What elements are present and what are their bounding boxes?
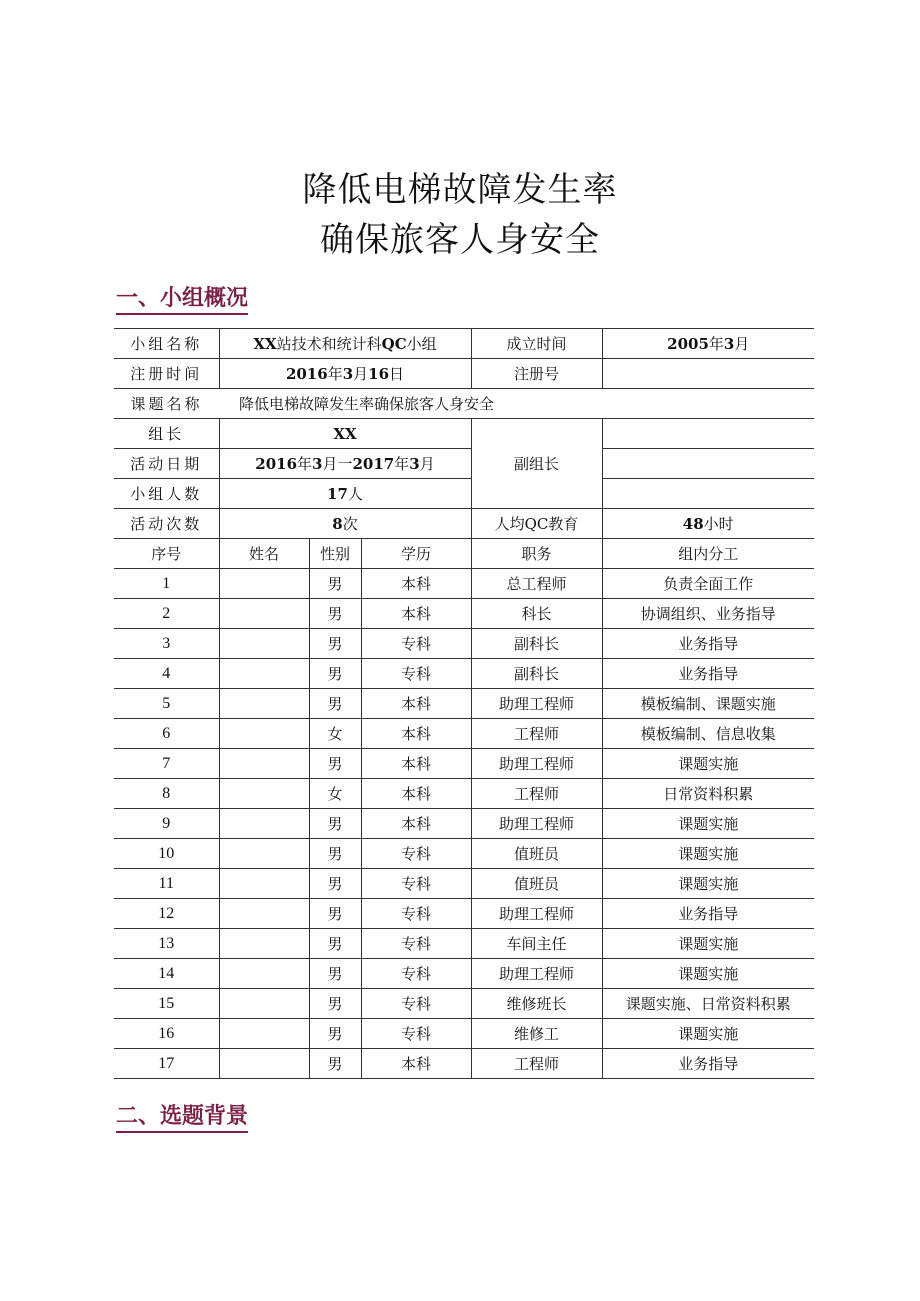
member-no: 8 [114, 779, 219, 809]
table-row [114, 419, 814, 449]
member-gender: 女 [309, 779, 361, 809]
table-row [114, 569, 814, 599]
leader-value: XX [219, 419, 471, 449]
section-heading-group-overview: 一、小组概况 [116, 284, 248, 315]
member-no: 6 [114, 719, 219, 749]
member-duty: 课题实施 [602, 869, 814, 899]
table-row [114, 599, 814, 629]
member-name [219, 629, 309, 659]
member-no: 1 [114, 569, 219, 599]
member-gender: 男 [309, 629, 361, 659]
member-gender: 男 [309, 1049, 361, 1079]
member-name [219, 779, 309, 809]
member-no: 9 [114, 809, 219, 839]
member-education: 本科 [361, 599, 471, 629]
member-name [219, 599, 309, 629]
table-row [114, 659, 814, 689]
table-row [114, 629, 814, 659]
member-education: 专科 [361, 1019, 471, 1049]
activity-date-label: 活动日期 [114, 449, 219, 479]
member-post: 值班员 [471, 869, 602, 899]
member-gender: 男 [309, 869, 361, 899]
table-row [114, 689, 814, 719]
member-gender: 男 [309, 569, 361, 599]
member-duty: 课题实施 [602, 749, 814, 779]
table-row [114, 449, 814, 479]
table-row [114, 869, 814, 899]
document-title-line-2: 确保旅客人身安全 [320, 220, 600, 260]
vice-leader-value-1 [602, 419, 814, 449]
activity-date-value: 2016年3月一2017年3月 [219, 449, 471, 479]
table-row [114, 929, 814, 959]
member-post: 工程师 [471, 719, 602, 749]
register-no-value [602, 359, 814, 389]
register-time-value: 2016年3月16日 [219, 359, 471, 389]
member-header-row [114, 539, 814, 569]
member-duty: 课题实施 [602, 1019, 814, 1049]
member-no: 3 [114, 629, 219, 659]
founded-label: 成立时间 [471, 329, 602, 359]
group-name-value: XX站技术和统计科QC小组 [219, 329, 471, 359]
member-gender: 男 [309, 689, 361, 719]
member-no: 17 [114, 1049, 219, 1079]
member-duty: 业务指导 [602, 659, 814, 689]
member-education: 本科 [361, 569, 471, 599]
header-gender: 性别 [309, 539, 361, 569]
activity-times-label: 活动次数 [114, 509, 219, 539]
member-post: 助理工程师 [471, 749, 602, 779]
member-gender: 男 [309, 839, 361, 869]
member-education: 专科 [361, 629, 471, 659]
table-row [114, 809, 814, 839]
member-education: 专科 [361, 959, 471, 989]
member-post: 维修班长 [471, 989, 602, 1019]
topic-value: 降低电梯故障发生率确保旅客人身安全 [219, 389, 814, 419]
member-count-value: 17人 [219, 479, 471, 509]
member-post: 助理工程师 [471, 809, 602, 839]
table-row [114, 959, 814, 989]
member-education: 专科 [361, 899, 471, 929]
table-row [114, 359, 814, 389]
member-post: 工程师 [471, 1049, 602, 1079]
member-gender: 男 [309, 929, 361, 959]
qc-education-label: 人均QC教育 [471, 509, 602, 539]
member-name [219, 689, 309, 719]
register-no-label: 注册号 [471, 359, 602, 389]
member-duty: 业务指导 [602, 1049, 814, 1079]
member-education: 专科 [361, 989, 471, 1019]
member-count-label: 小组人数 [114, 479, 219, 509]
member-name [219, 749, 309, 779]
member-no: 2 [114, 599, 219, 629]
table-row [114, 989, 814, 1019]
member-post: 助理工程师 [471, 899, 602, 929]
member-gender: 男 [309, 959, 361, 989]
topic-label: 课题名称 [114, 389, 219, 419]
table-row [114, 509, 814, 539]
member-duty: 业务指导 [602, 899, 814, 929]
member-name [219, 839, 309, 869]
member-education: 本科 [361, 719, 471, 749]
member-gender: 男 [309, 599, 361, 629]
register-time-label: 注册时间 [114, 359, 219, 389]
member-duty: 模板编制、课题实施 [602, 689, 814, 719]
table-row [114, 779, 814, 809]
table-row [114, 329, 814, 359]
member-name [219, 719, 309, 749]
member-post: 科长 [471, 599, 602, 629]
vice-leader-value-2 [602, 449, 814, 479]
table-row [114, 719, 814, 749]
group-info-table [114, 328, 814, 1079]
member-no: 4 [114, 659, 219, 689]
member-education: 专科 [361, 659, 471, 689]
leader-label: 组长 [114, 419, 219, 449]
header-education: 学历 [361, 539, 471, 569]
document-title-line-1: 降低电梯故障发生率 [302, 170, 618, 210]
member-duty: 负责全面工作 [602, 569, 814, 599]
member-name [219, 1049, 309, 1079]
vice-leader-value-3 [602, 479, 814, 509]
member-no: 14 [114, 959, 219, 989]
member-name [219, 989, 309, 1019]
member-duty: 日常资料积累 [602, 779, 814, 809]
member-post: 值班员 [471, 839, 602, 869]
member-no: 11 [114, 869, 219, 899]
member-post: 总工程师 [471, 569, 602, 599]
vice-leader-label: 副组长 [471, 419, 602, 509]
member-no: 16 [114, 1019, 219, 1049]
member-no: 15 [114, 989, 219, 1019]
member-no: 7 [114, 749, 219, 779]
member-post: 副科长 [471, 629, 602, 659]
member-post: 副科长 [471, 659, 602, 689]
member-education: 专科 [361, 929, 471, 959]
member-education: 专科 [361, 839, 471, 869]
table-row [114, 479, 814, 509]
section-heading-topic-background: 二、选题背景 [116, 1102, 248, 1133]
header-duty: 组内分工 [602, 539, 814, 569]
table-row [114, 749, 814, 779]
table-row [114, 839, 814, 869]
member-education: 本科 [361, 1049, 471, 1079]
member-post: 助理工程师 [471, 959, 602, 989]
member-name [219, 569, 309, 599]
member-education: 本科 [361, 689, 471, 719]
member-gender: 男 [309, 899, 361, 929]
table-row [114, 899, 814, 929]
qc-education-value: 48小时 [602, 509, 814, 539]
member-duty: 课题实施、日常资料积累 [602, 989, 814, 1019]
founded-value: 2005年3月 [602, 329, 814, 359]
header-post: 职务 [471, 539, 602, 569]
member-post: 车间主任 [471, 929, 602, 959]
table-row [114, 389, 814, 419]
member-gender: 女 [309, 719, 361, 749]
member-duty: 课题实施 [602, 809, 814, 839]
header-no: 序号 [114, 539, 219, 569]
member-no: 12 [114, 899, 219, 929]
member-name [219, 1019, 309, 1049]
member-post: 工程师 [471, 779, 602, 809]
member-gender: 男 [309, 1019, 361, 1049]
member-name [219, 929, 309, 959]
member-post: 维修工 [471, 1019, 602, 1049]
member-duty: 模板编制、信息收集 [602, 719, 814, 749]
member-gender: 男 [309, 989, 361, 1019]
member-education: 本科 [361, 749, 471, 779]
member-no: 5 [114, 689, 219, 719]
header-name: 姓名 [219, 539, 309, 569]
member-gender: 男 [309, 659, 361, 689]
member-no: 10 [114, 839, 219, 869]
table-row [114, 1049, 814, 1079]
member-duty: 课题实施 [602, 929, 814, 959]
member-name [219, 659, 309, 689]
member-education: 专科 [361, 869, 471, 899]
table-row [114, 1019, 814, 1049]
member-education: 本科 [361, 809, 471, 839]
member-post: 助理工程师 [471, 689, 602, 719]
member-name [219, 869, 309, 899]
member-gender: 男 [309, 809, 361, 839]
member-duty: 课题实施 [602, 839, 814, 869]
member-duty: 协调组织、业务指导 [602, 599, 814, 629]
member-name [219, 809, 309, 839]
member-name [219, 959, 309, 989]
member-name [219, 899, 309, 929]
member-education: 本科 [361, 779, 471, 809]
member-gender: 男 [309, 749, 361, 779]
member-duty: 业务指导 [602, 629, 814, 659]
member-duty: 课题实施 [602, 959, 814, 989]
member-no: 13 [114, 929, 219, 959]
activity-times-value: 8次 [219, 509, 471, 539]
group-name-label: 小组名称 [114, 329, 219, 359]
